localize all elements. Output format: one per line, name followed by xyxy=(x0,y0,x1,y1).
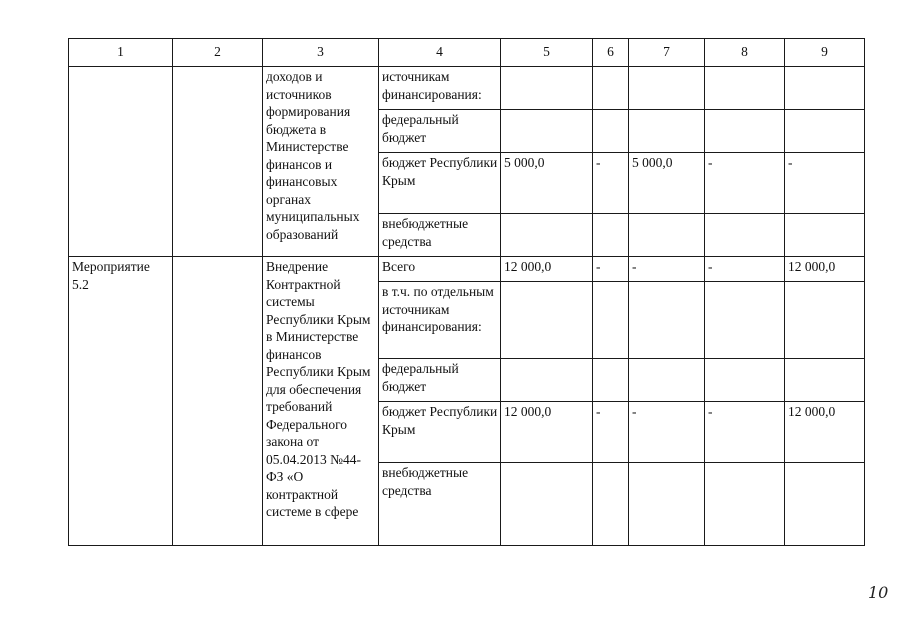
block2-measure-cell: Мероприятие 5.2 xyxy=(69,257,173,546)
source-cell: бюджет Республики Крым xyxy=(379,402,501,463)
value-cell: - xyxy=(705,153,785,214)
header-col-8: 8 xyxy=(705,39,785,67)
value-cell xyxy=(501,463,593,546)
source-cell: Всего xyxy=(379,257,501,282)
value-cell: 12 000,0 xyxy=(501,257,593,282)
value-cell xyxy=(705,214,785,257)
header-col-1: 1 xyxy=(69,39,173,67)
value-cell xyxy=(501,282,593,359)
block1-measure-cell xyxy=(69,67,173,257)
value-cell: 12 000,0 xyxy=(785,402,865,463)
source-cell: федеральный бюджет xyxy=(379,110,501,153)
block2-col2-cell xyxy=(173,257,263,546)
block1-description: доходов и источников формирования бюджета в Министерстве финансов и финансовых органах муниципальных образований xyxy=(263,67,379,257)
value-cell xyxy=(785,214,865,257)
value-cell xyxy=(785,67,865,110)
value-cell: 12 000,0 xyxy=(501,402,593,463)
header-col-5: 5 xyxy=(501,39,593,67)
source-cell: источникам финансирования: xyxy=(379,67,501,110)
block2-description: Внедрение Контрактной системы Республики Крым в Министерстве финансов Республики Крым для обеспечения требований Федерального закона от 05.04.2013 №44-ФЗ «О контрактной системе в сфере xyxy=(263,257,379,546)
table-row xyxy=(69,257,865,282)
value-cell: - xyxy=(629,402,705,463)
value-cell xyxy=(593,67,629,110)
value-cell xyxy=(705,67,785,110)
value-cell: - xyxy=(593,153,629,214)
budget-table xyxy=(68,38,865,546)
value-cell xyxy=(501,359,593,402)
block1-col2-cell xyxy=(173,67,263,257)
value-cell xyxy=(501,110,593,153)
table-row xyxy=(69,67,865,110)
value-cell xyxy=(593,463,629,546)
value-cell xyxy=(785,110,865,153)
value-cell xyxy=(593,282,629,359)
value-cell: - xyxy=(705,257,785,282)
value-cell xyxy=(629,110,705,153)
header-col-6: 6 xyxy=(593,39,629,67)
source-cell: внебюджетные средства xyxy=(379,463,501,546)
value-cell xyxy=(705,463,785,546)
value-cell: - xyxy=(629,257,705,282)
value-cell xyxy=(705,359,785,402)
header-col-7: 7 xyxy=(629,39,705,67)
header-col-2: 2 xyxy=(173,39,263,67)
header-row xyxy=(69,39,865,67)
value-cell: - xyxy=(785,153,865,214)
value-cell xyxy=(593,214,629,257)
value-cell xyxy=(629,463,705,546)
value-cell xyxy=(629,359,705,402)
source-cell: в т.ч. по отдельным источникам финансирования: xyxy=(379,282,501,359)
header-col-9: 9 xyxy=(785,39,865,67)
source-cell: федеральный бюджет xyxy=(379,359,501,402)
value-cell: - xyxy=(705,402,785,463)
value-cell xyxy=(629,282,705,359)
header-col-4: 4 xyxy=(379,39,501,67)
value-cell xyxy=(705,282,785,359)
value-cell xyxy=(705,110,785,153)
value-cell xyxy=(593,359,629,402)
header-col-3: 3 xyxy=(263,39,379,67)
value-cell: 5 000,0 xyxy=(501,153,593,214)
page-number: 10 xyxy=(868,583,889,602)
value-cell: 12 000,0 xyxy=(785,257,865,282)
value-cell: 5 000,0 xyxy=(629,153,705,214)
source-cell: бюджет Республики Крым xyxy=(379,153,501,214)
value-cell: - xyxy=(593,257,629,282)
value-cell xyxy=(785,359,865,402)
value-cell xyxy=(501,67,593,110)
value-cell xyxy=(501,214,593,257)
value-cell: - xyxy=(593,402,629,463)
source-cell: внебюджетные средства xyxy=(379,214,501,257)
value-cell xyxy=(785,463,865,546)
value-cell xyxy=(785,282,865,359)
value-cell xyxy=(593,110,629,153)
value-cell xyxy=(629,214,705,257)
value-cell xyxy=(629,67,705,110)
